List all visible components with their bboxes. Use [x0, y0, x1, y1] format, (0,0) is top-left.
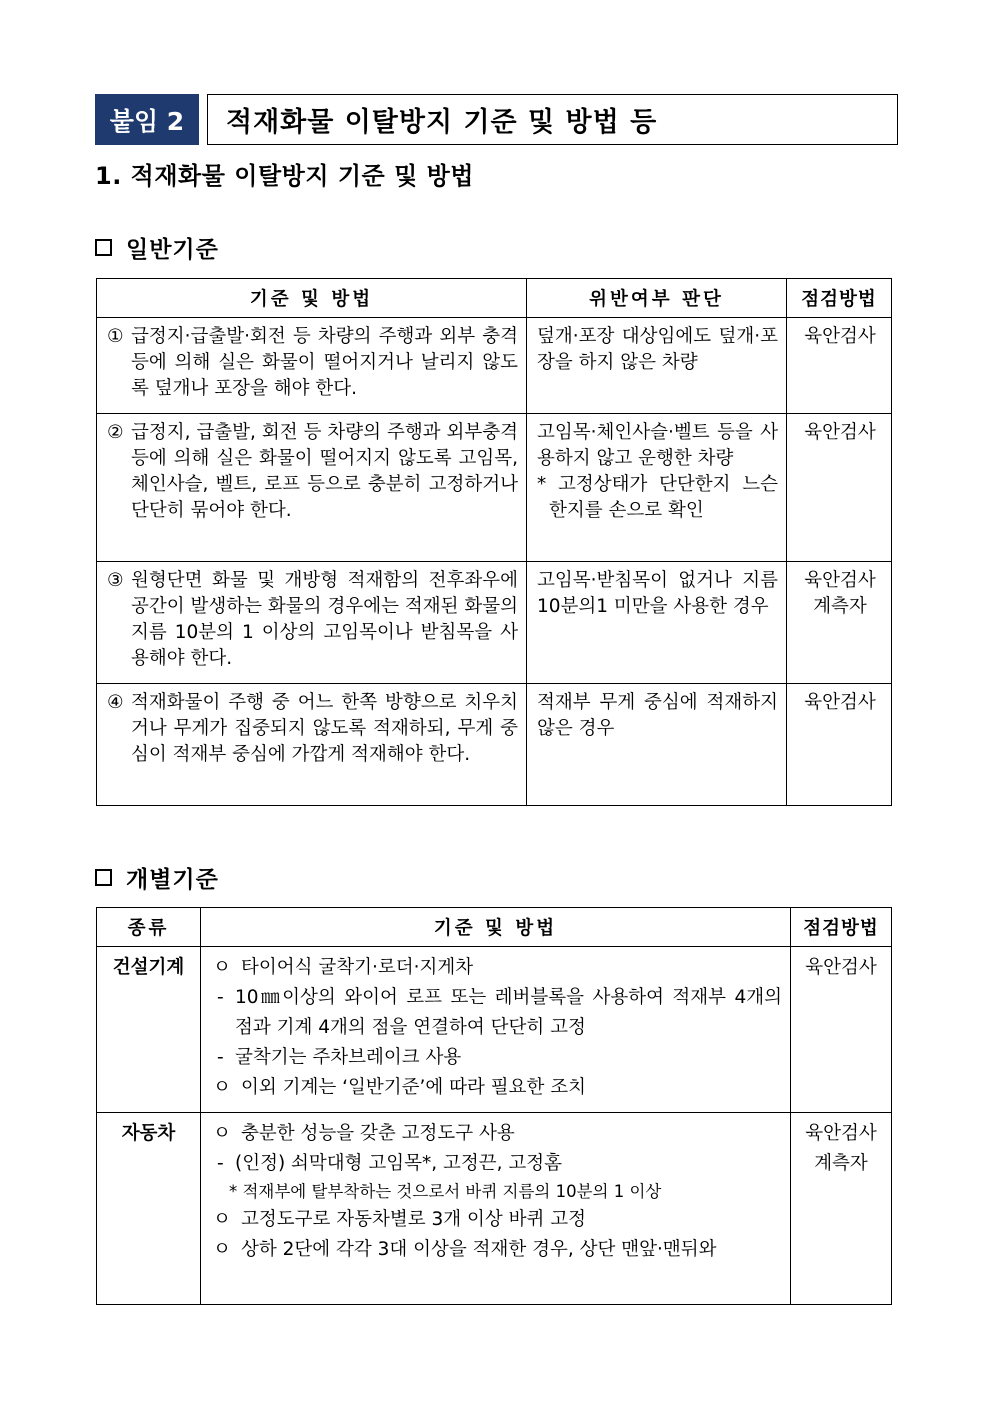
table-row: [97, 1113, 892, 1305]
attachment-title: 적재화물 이탈방지 기준 및 방법 등: [207, 94, 898, 145]
table-row: [97, 947, 892, 1113]
dash-mark: -: [217, 1153, 224, 1174]
section-individual-title: 개별기준: [126, 867, 219, 893]
violation-text: 덮개·포장 대상임에도 덮개·포장을 하지 않은 차량: [537, 326, 778, 373]
table-row: [97, 318, 892, 414]
dash-mark: -: [217, 1047, 224, 1068]
bullet-mark: ㅇ: [213, 1209, 231, 1230]
criteria-text: 적재화물이 주행 중 어느 한쪽 방향으로 치우치거나 무게가 집중되지 않도록 적재하되, 무게 중심이 적재부 중심에 가깝게 적재해야 한다.: [131, 692, 518, 765]
criteria-text: 급정지·급출발·회전 등 차량의 주행과 외부 충격 등에 의해 실은 화물이 떨어지거나 날리지 않도록 덮개나 포장을 해야 한다.: [131, 326, 518, 399]
inspection-method: 육안검사 계측자: [804, 570, 876, 617]
column-header: 종류: [97, 908, 201, 947]
table-header-row: [97, 908, 892, 947]
general-criteria-table: [96, 278, 892, 806]
list-item: [209, 1235, 782, 1265]
list-item-text: 고정도구로 자동차별로 3개 이상 바퀴 고정: [241, 1209, 586, 1230]
individual-criteria-table: [96, 907, 892, 1305]
bullet-mark: ㅇ: [213, 1123, 231, 1144]
checkbox-icon: [95, 239, 112, 256]
list-item-text: (인정) 쇠막대형 고임목*, 고정끈, 고정홈: [235, 1153, 563, 1174]
table-header-row: [97, 279, 892, 318]
bullet-mark: ㅇ: [213, 1239, 231, 1260]
row-number: ①: [107, 326, 124, 347]
violation-note: * 고정상태가 단단한지 느슨한지를 손으로 확인: [537, 474, 778, 521]
inspection-method: 육안검사: [805, 957, 877, 978]
table-row: [97, 562, 892, 684]
section-individual: [95, 861, 219, 894]
category-label: 자동차: [121, 1123, 176, 1144]
list-subitem: [209, 1043, 782, 1073]
criteria-text: 급정지, 급출발, 회전 등 차량의 주행과 외부충격 등에 의해 실은 화물이 떨어지지 않도록 고임목, 체인사슬, 벨트, 로프 등으로 충분히 고정하거나 단단히 묶어야 한다.: [131, 422, 518, 521]
violation-text: 적재부 무게 중심에 적재하지 않은 경우: [537, 692, 778, 739]
category-label: 건설기계: [112, 957, 185, 978]
dash-mark: -: [217, 987, 224, 1008]
column-header: 점검방법: [791, 908, 892, 947]
bullet-mark: ㅇ: [213, 957, 231, 978]
column-header: 위반여부 판단: [527, 279, 787, 318]
list-subitem: [209, 983, 782, 1043]
row-number: ②: [107, 422, 124, 443]
bullet-mark: ㅇ: [213, 1077, 231, 1098]
table-row: [97, 414, 892, 562]
list-subitem: [209, 1149, 782, 1179]
heading-1: 1. 적재화물 이탈방지 기준 및 방법: [95, 162, 474, 190]
list-item-text: 타이어식 굴착기·로더·지게차: [241, 957, 474, 978]
column-header: 점검방법: [787, 279, 892, 318]
list-item-text: 10㎜이상의 와이어 로프 또는 레버블록을 사용하여 적재부 4개의 점과 기계 4개의 점을 연결하여 단단히 고정: [235, 987, 782, 1038]
violation-text: 고임목·체인사슬·벨트 등을 사용하지 않고 운행한 차량: [537, 422, 778, 469]
list-item: [209, 1073, 782, 1103]
checkbox-icon: [95, 869, 112, 886]
list-item: [209, 953, 782, 983]
inspection-method: 육안검사: [804, 422, 876, 443]
table-row: [97, 684, 892, 806]
row-number: ④: [107, 692, 124, 713]
list-item-text: 굴착기는 주차브레이크 사용: [235, 1047, 462, 1068]
list-item: [209, 1119, 782, 1149]
violation-text: 고임목·받침목이 없거나 지름 10분의1 미만을 사용한 경우: [537, 570, 778, 617]
section-general: [95, 231, 219, 264]
section-general-title: 일반기준: [126, 237, 219, 263]
list-item-text: 충분한 성능을 갖춘 고정도구 사용: [241, 1123, 515, 1144]
inspection-method: 육안검사 계측자: [805, 1123, 877, 1174]
row-number: ③: [107, 570, 124, 591]
inspection-method: 육안검사: [804, 692, 876, 713]
inspection-method: 육안검사: [804, 326, 876, 347]
column-header: 기준 및 방법: [97, 279, 527, 318]
column-header: 기준 및 방법: [201, 908, 791, 947]
list-item-text: 이외 기계는 ‘일반기준’에 따라 필요한 조치: [241, 1077, 586, 1098]
list-item: [209, 1205, 782, 1235]
footnote: * 적재부에 탈부착하는 것으로서 바퀴 지름의 10분의 1 이상: [229, 1182, 662, 1201]
attachment-badge: 붙임 2: [95, 94, 199, 145]
attachment-header: [95, 94, 898, 145]
list-item-text: 상하 2단에 각각 3대 이상을 적재한 경우, 상단 맨앞·맨뒤와: [241, 1239, 717, 1260]
criteria-text: 원형단면 화물 및 개방형 적재함의 전후좌우에 공간이 발생하는 화물의 경우에는 적재된 화물의 지름 10분의 1 이상의 고임목이나 받침목을 사용해야 한다.: [131, 570, 518, 669]
